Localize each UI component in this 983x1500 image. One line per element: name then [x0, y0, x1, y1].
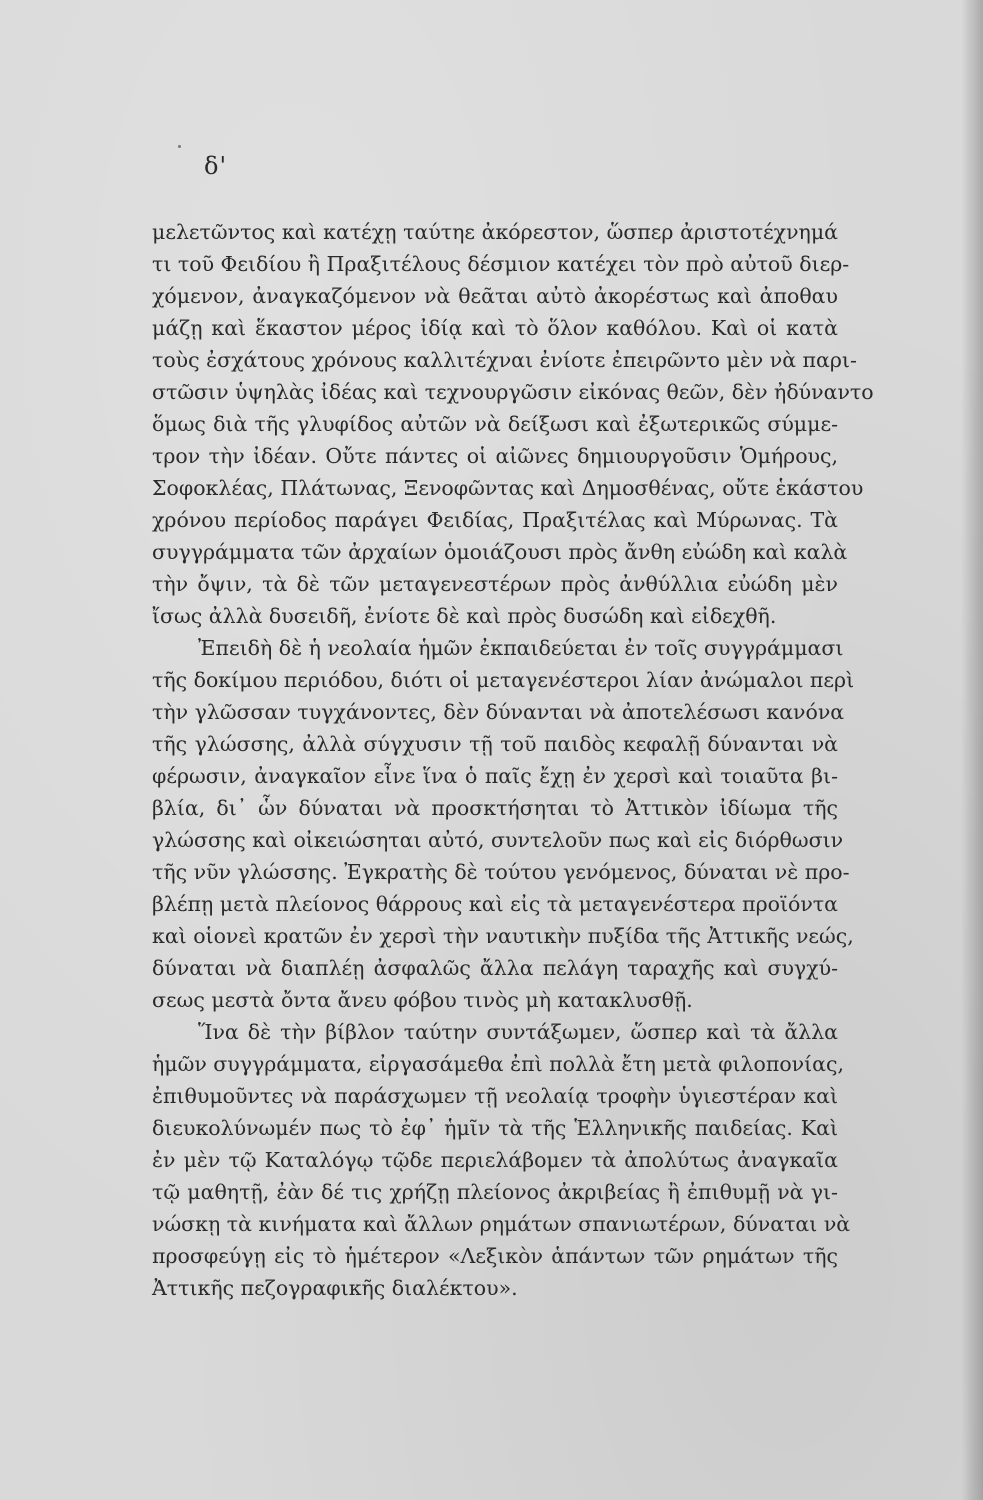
text-line: τὴν γλῶσσαν τυγχάνοντες, δὲν δύνανται νὰ ἀποτελέσωσι κανόνα — [152, 700, 845, 724]
text-line: καὶ οἱονεὶ κρατῶν ἐν χερσὶ τὴν ναυτικὴν πυξίδα τῆς Ἀττικῆς νεώς, — [152, 924, 854, 948]
text-line: ἐν μὲν τῷ Καταλόγῳ τῷδε περιελάβομεν τὰ ἀπολύτως ἀναγκαῖα — [152, 1148, 838, 1172]
page-number: δ' — [204, 152, 228, 180]
text-line: μάζῃ καὶ ἕκαστον μέρος ἰδίᾳ καὶ τὸ ὅλον καθόλου. Καὶ οἱ κατὰ — [152, 316, 838, 340]
text-line: ἡμῶν συγγράμματα, εἰργασάμεθα ἐπὶ πολλὰ ἔτη μετὰ φιλοπονίας, — [152, 1052, 845, 1076]
text-line: τῷ μαθητῇ, ἐὰν δέ τις χρήζῃ πλείονος ἀκριβείας ἢ ἐπιθυμῇ νὰ γι- — [152, 1180, 838, 1204]
text-line: τὴν ὄψιν, τὰ δὲ τῶν μεταγενεστέρων πρὸς ἀνθύλλια εὐώδη μὲν — [152, 572, 838, 596]
text-line: δύναται νὰ διαπλέῃ ἀσφαλῶς ἄλλα πελάγη ταραχῆς καὶ συγχύ- — [152, 956, 838, 980]
text-line: τῆς νῦν γλώσσης. Ἐγκρατὴς δὲ τούτου γενόμενος, δύναται νὲ προ- — [152, 860, 850, 884]
text-line: χρόνου περίοδος παράγει Φειδίας, Πραξιτέλας καὶ Μύρωνας. Τὰ — [152, 508, 838, 532]
text-line: βλέπῃ μετὰ πλείονος θάρρους καὶ εἰς τὰ μεταγενέστερα προϊόντα — [152, 892, 838, 916]
print-speck — [178, 145, 181, 148]
text-line: τοὺς ἐσχάτους χρόνους καλλιτέχναι ἐνίοτε ἐπειρῶντο μὲν νὰ παρι- — [152, 348, 857, 372]
body-text — [152, 216, 874, 1304]
text-line: στῶσιν ὑψηλὰς ἰδέας καὶ τεχνουργῶσιν εἰκόνας θεῶν, δὲν ἠδύναντο — [152, 380, 874, 404]
text-line: Σοφοκλέας, Πλάτωνας, Ξενοφῶντας καὶ Δημοσθένας, οὔτε ἑκάστου — [152, 476, 864, 500]
text-line: Ἐπειδὴ δὲ ἡ νεολαία ἡμῶν ἐκπαιδεύεται ἐν τοῖς συγγράμμασι — [198, 636, 844, 660]
paragraph — [152, 1016, 851, 1304]
text-line: τῆς δοκίμου περιόδου, διότι οἱ μεταγενέστεροι λίαν ἀνώμαλοι περὶ — [152, 668, 855, 692]
text-line: συγγράμματα τῶν ἀρχαίων ὁμοιάζουσι πρὸς ἄνθη εὐώδη καὶ καλὰ — [152, 540, 848, 564]
text-line: Ἀττικῆς πεζογραφικῆς διαλέκτου». — [152, 1276, 518, 1300]
text-line: τρον τὴν ἰδέαν. Οὔτε πάντες οἱ αἰῶνες δημιουργοῦσιν Ὁμήρους, — [152, 444, 838, 468]
text-line: προσφεύγῃ εἰς τὸ ἡμέτερον «Λεξικὸν ἁπάντων τῶν ρημάτων τῆς — [152, 1244, 838, 1268]
text-line: χόμενον, ἀναγκαζόμενον νὰ θεᾶται αὐτὸ ἀκορέστως καὶ ἀποθαυ — [152, 284, 838, 308]
text-line: ἴσως ἀλλὰ δυσειδῆ, ἐνίοτε δὲ καὶ πρὸς δυσώδη καὶ εἰδεχθῆ. — [152, 604, 777, 628]
text-line: ἐπιθυμοῦντες νὰ παράσχωμεν τῇ νεολαίᾳ τροφὴν ὑγιεστέραν καὶ — [152, 1084, 838, 1108]
paragraph — [152, 632, 855, 1016]
text-line: τι τοῦ Φειδίου ἢ Πραξιτέλους δέσμιον κατέχει τὸν πρὸ αὐτοῦ διερ- — [152, 252, 850, 276]
text-line: τῆς γλώσσης, ἀλλὰ σύγχυσιν τῇ τοῦ παιδὸς κεφαλῇ δύνανται νὰ — [152, 732, 838, 756]
page-edge-shadow — [961, 0, 983, 1500]
text-line: διευκολύνωμέν πως τὸ ἐφ᾽ ἡμῖν τὰ τῆς Ἑλληνικῆς παιδείας. Καὶ — [152, 1116, 838, 1140]
text-line: ὅμως διὰ τῆς γλυφίδος αὐτῶν νὰ δείξωσι καὶ ἐξωτερικῶς σύμμε- — [152, 412, 838, 436]
text-line: βλία, δι᾽ ὧν δύναται νὰ προσκτήσηται τὸ Ἀττικὸν ἰδίωμα τῆς — [152, 796, 838, 820]
text-line: Ἵνα δὲ τὴν βίβλον ταύτην συντάξωμεν, ὥσπερ καὶ τὰ ἄλλα — [198, 1020, 838, 1044]
text-line: γλώσσης καὶ οἰκειώσηται αὐτό, συντελοῦν πως καὶ εἰς διόρθωσιν — [152, 828, 844, 852]
text-line: σεως μεστὰ ὄντα ἄνευ φόβου τινὸς μὴ κατακλυσθῇ. — [152, 988, 693, 1012]
text-line: μελετῶντος καὶ κατέχῃ ταύτηε ἀκόρεστον, ὥσπερ ἀριστοτέχνημά — [152, 220, 838, 244]
paragraph — [152, 216, 874, 632]
text-line: νώσκῃ τὰ κινήματα καὶ ἄλλων ρημάτων σπανιωτέρων, δύναται νὰ — [152, 1212, 851, 1236]
text-line: φέρωσιν, ἀναγκαῖον εἶνε ἵνα ὁ παῖς ἔχῃ ἐν χερσὶ καὶ τοιαῦτα βι- — [152, 764, 838, 788]
